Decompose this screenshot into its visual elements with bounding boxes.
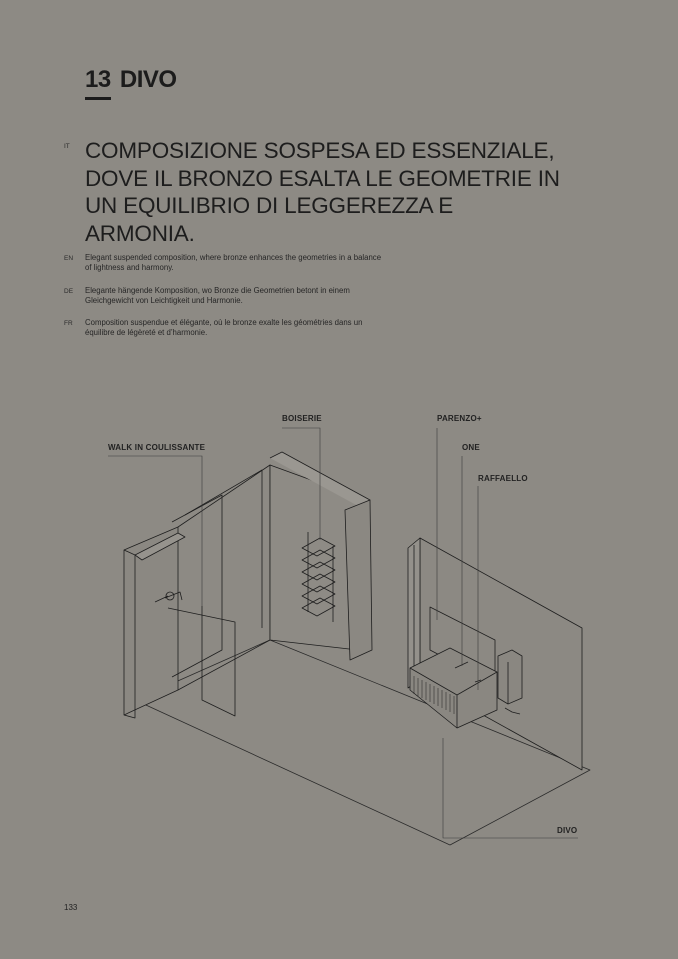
french-text: Composition suspendue et élégante, où le bronze exalte les géométries dans un équilibre de légèreté et d’harmonie. (85, 318, 363, 337)
section-title: DIVO (119, 66, 177, 93)
lang-code-fr: FR (64, 320, 73, 327)
english-text: Elegant suspended composition, where bronze enhances the geometries in a balance of lightness and harmony. (85, 253, 382, 272)
callout-parenzo: PARENZO+ (437, 414, 482, 423)
callout-one: ONE (462, 443, 480, 452)
german-text: Elegante hängende Komposition, wo Bronze die Geometrien betont in einem Gleichgewicht von Leichtigkeit und Harmonie. (85, 286, 350, 305)
lang-code-it: IT (64, 143, 70, 150)
boiserie-panel (345, 500, 372, 660)
section-number: 13 (85, 66, 111, 93)
lang-code-de: DE (64, 288, 74, 295)
callout-raffaello: RAFFAELLO (478, 474, 528, 483)
raffaello-cabinet (498, 650, 522, 704)
walk-in-panel-front (172, 495, 222, 677)
italian-headline: COMPOSIZIONE SOSPESA ED ESSENZIALE, DOVE IL BRONZO ESALTA LE GEOMETRIE IN UN EQUILIBRIO DI LEGGEREZZA E ARMONIA. (85, 138, 560, 246)
walk-in-frame (178, 465, 270, 690)
callout-walk-in: WALK IN COULISSANTE (108, 443, 206, 452)
walk-in-panel-back (185, 470, 262, 628)
callout-divo: DIVO (557, 826, 578, 835)
callout-boiserie: BOISERIE (282, 414, 322, 423)
lang-code-en: EN (64, 255, 74, 262)
page-number: 133 (64, 903, 78, 912)
